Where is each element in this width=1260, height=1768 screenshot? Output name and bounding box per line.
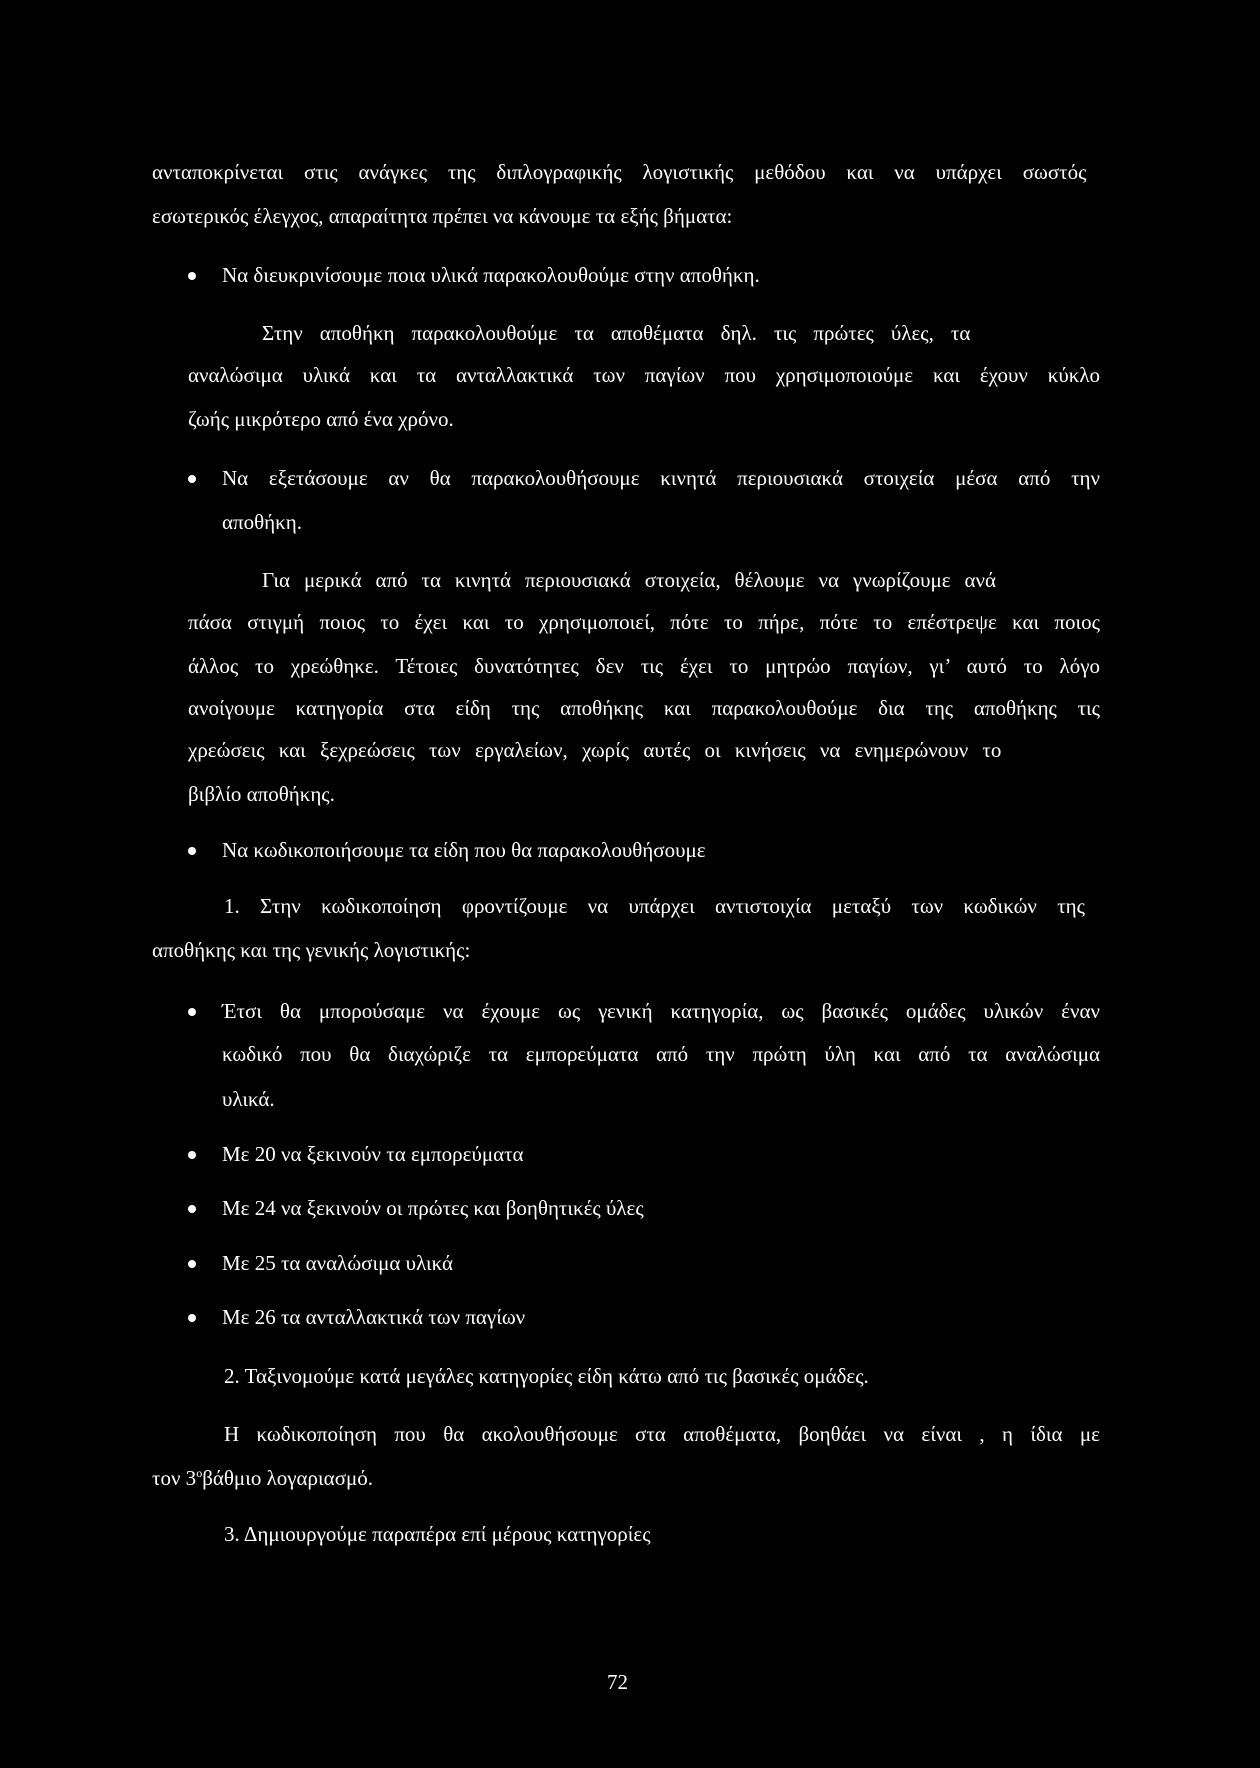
paragraph-line: Στην αποθήκη παρακολουθούμε τα αποθέματα δηλ. τις πρώτες ύλες, τα: [262, 321, 971, 345]
paragraph-line: βιβλίο αποθήκης.: [188, 782, 335, 806]
bullet-icon: [188, 1008, 196, 1016]
bullet-item: Με 25 τα αναλώσιμα υλικά: [222, 1251, 454, 1275]
bullet-icon: [188, 272, 196, 280]
bullet-item: υλικά.: [222, 1087, 275, 1111]
bullet-item: αποθήκη.: [222, 510, 302, 534]
paragraph-line: εσωτερικός έλεγχος, απαραίτητα πρέπει να κάνουμε τα εξής βήματα:: [152, 204, 733, 228]
bullet-icon: [188, 475, 196, 483]
page-number: 72: [607, 1670, 628, 1694]
paragraph-line: πάσα στιγμή ποιος το έχει και το χρησιμοποιεί, πότε το πήρε, πότε το επέστρεψε και ποιος: [188, 610, 1100, 634]
paragraph-line: ανταποκρίνεται στις ανάγκες της διπλογραφικής λογιστικής μεθόδου και να υπάρχει σωστός: [152, 160, 1087, 184]
numbered-item: 2. Ταξινομούμε κατά μεγάλες κατηγορίες είδη κάτω από τις βασικές ομάδες.: [224, 1364, 869, 1388]
paragraph-line: Η κωδικοποίηση που θα ακολουθήσουμε στα αποθέματα, βοηθάει να είναι , η ίδια με: [224, 1422, 1100, 1446]
paragraph-line: αποθήκης και της γενικής λογιστικής:: [152, 938, 471, 962]
bullet-icon: [188, 1151, 196, 1159]
paragraph-line: Για μερικά από τα κινητά περιουσιακά στοιχεία, θέλουμε να γνωρίζουμε ανά: [262, 568, 996, 592]
bullet-icon: [188, 1314, 196, 1322]
text-fragment: βάθμιο λογαριασμό.: [202, 1466, 374, 1490]
bullet-icon: [188, 1205, 196, 1213]
bullet-item: Με 24 να ξεκινούν οι πρώτες και βοηθητικές ύλες: [222, 1196, 644, 1220]
bullet-item: Με 20 να ξεκινούν τα εμπορεύματα: [222, 1142, 524, 1166]
paragraph-line: ανοίγουμε κατηγορία στα είδη της αποθήκης και παρακολουθούμε δια της αποθήκης τις: [188, 696, 1100, 720]
numbered-item: 1. Στην κωδικοποίηση φροντίζουμε να υπάρχει αντιστοιχία μεταξύ των κωδικών της: [224, 894, 1085, 918]
paragraph-line: αναλώσιμα υλικά και τα ανταλλακτικά των παγίων που χρησιμοποιούμε και έχουν κύκλο: [188, 363, 1100, 387]
bullet-item: Έτσι θα μπορούσαμε να έχουμε ως γενική κατηγορία, ως βασικές ομάδες υλικών έναν: [222, 999, 1100, 1023]
paragraph-line: [152, 1463, 373, 1493]
bullet-icon: [188, 1260, 196, 1268]
superscript: ο: [196, 1466, 203, 1480]
bullet-item: Να κωδικοποιήσουμε τα είδη που θα παρακολουθήσουμε: [222, 838, 706, 862]
paragraph-line: χρεώσεις και ξεχρεώσεις των εργαλείων, χωρίς αυτές οι κινήσεις να ενημερώνουν το: [188, 738, 1002, 762]
text-fragment: τον 3: [152, 1466, 197, 1490]
numbered-item: 3. Δημιουργούμε παραπέρα επί μέρους κατηγορίες: [224, 1522, 651, 1546]
bullet-item: Να διευκρινίσουμε ποια υλικά παρακολουθούμε στην αποθήκη.: [222, 263, 760, 287]
bullet-item: Να εξετάσουμε αν θα παρακολουθήσουμε κινητά περιουσιακά στοιχεία μέσα από την: [222, 466, 1100, 490]
bullet-item: κωδικό που θα διαχώριζε τα εμπορεύματα από την πρώτη ύλη και από τα αναλώσιμα: [222, 1042, 1100, 1066]
paragraph-line: ζωής μικρότερο από ένα χρόνο.: [188, 407, 454, 431]
bullet-item: Με 26 τα ανταλλακτικά των παγίων: [222, 1305, 526, 1329]
paragraph-line: άλλος το χρεώθηκε. Τέτοιες δυνατότητες δεν τις έχει το μητρώο παγίων, γι’ αυτό το λόγο: [188, 654, 1100, 678]
bullet-icon: [188, 847, 196, 855]
